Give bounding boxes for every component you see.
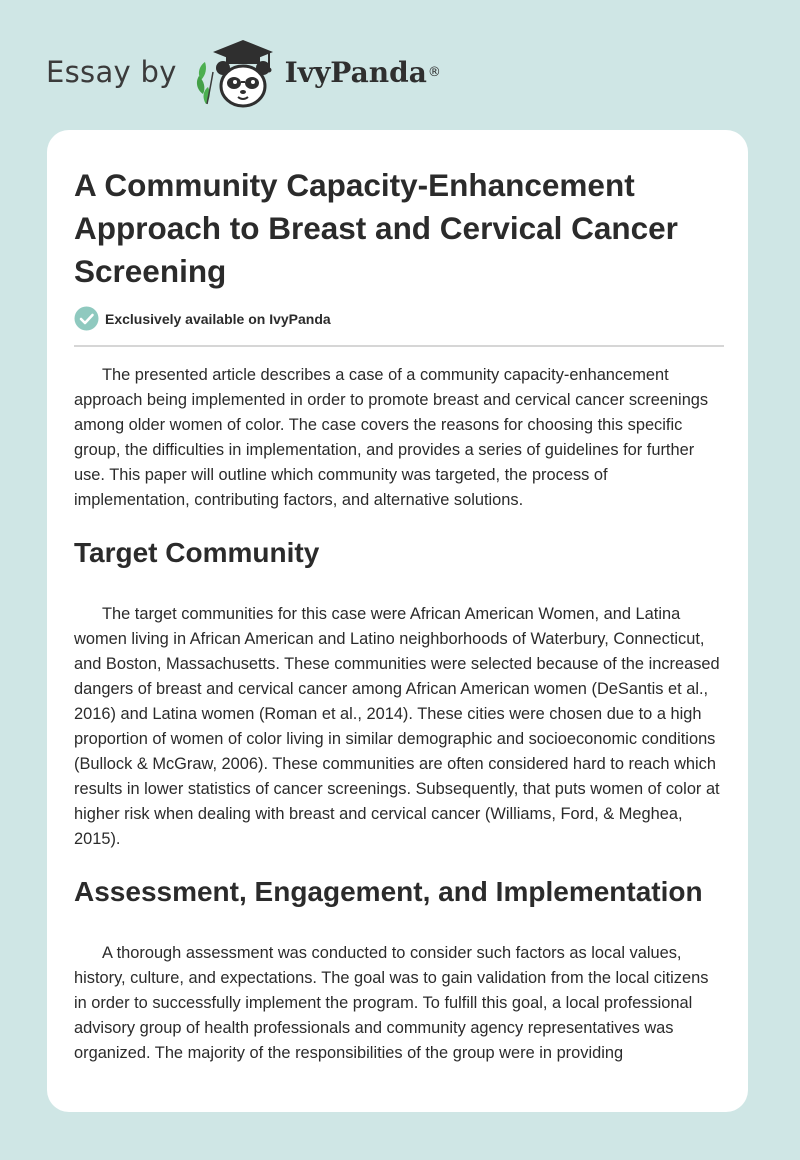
site-header xyxy=(46,34,441,110)
exclusive-badge-label: Exclusively available on IvyPanda xyxy=(105,310,331,327)
registered-mark: ® xyxy=(427,64,441,80)
page-title: A Community Capacity-Enhancement Approach to Breast and Cervical Cancer Screening xyxy=(74,167,678,289)
section-heading-target-community: Target Community xyxy=(74,537,320,568)
exclusive-badge xyxy=(74,306,331,331)
essay-by-label: Essay by xyxy=(46,55,177,89)
essay-body xyxy=(74,363,724,1066)
section-heading-assessment: Assessment, Engagement, and Implementation xyxy=(74,876,703,907)
check-circle-icon xyxy=(74,306,99,331)
essay-card xyxy=(47,130,748,1112)
target-community-paragraph: The target communities for this case were African American Women, and Latina women living in African American and Latino neighborhoods of Waterbury, Connecticut, and Boston, Massachusetts. These communities were selected because of the increased dangers of breast and cervical cancer among African American women (DeSantis et al., 2016) and Latina women (Roman et al., 2014). These cities were chosen due to a high proportion of women of color living in similar demographic and socioeconomic conditions (Bullock & McGraw, 2006). These communities are often considered hard to reach which results in lower statistics of cancer screenings. Subsequently, that puts women of color at higher risk when dealing with breast and cervical cancer (Williams, Ford, & Meghea, 2015). xyxy=(74,605,720,848)
assessment-paragraph: A thorough assessment was conducted to consider such factors as local values, history, culture, and expectations. The goal was to gain validation from the local citizens in order to successfully implement the program. To fulfill this goal, a local professional advisory group of health professionals and community agency representatives was organized. The majority of the responsibilities of the group were in providing xyxy=(74,944,709,1062)
title-divider xyxy=(74,345,724,347)
brand-name: IvyPanda xyxy=(284,55,427,89)
panda-graduate-icon xyxy=(191,34,281,110)
intro-paragraph: The presented article describes a case of a community capacity-enhancement approach being implemented in order to promote breast and cervical cancer screenings among older women of color. The case covers the reasons for choosing this specific group, the difficulties in implementation, and provides a series of guidelines for further use. This paper will outline which community was targeted, the process of implementation, contributing factors, and alternative solutions. xyxy=(74,366,709,509)
